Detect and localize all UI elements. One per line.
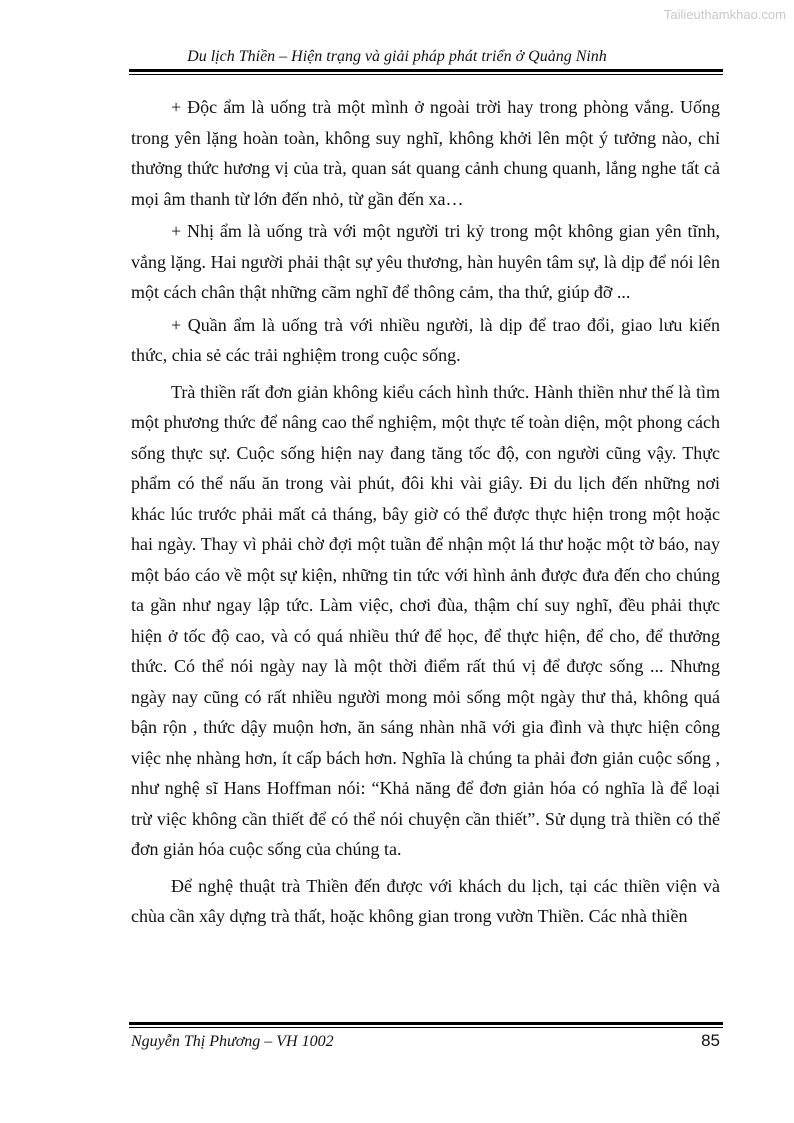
page-number: 85	[701, 1031, 720, 1050]
paragraph-nhi-am: + Nhị ẩm là uống trà với một người tri kỷ trong một không gian yên tĩnh, vắng lặng. Hai người phải thật sự yêu thương, hàn huyên tâm sự, là dịp để nói lên một cách chân thật những cãm nghĩ để thông cảm, tha thứ, giúp đỡ ...	[131, 221, 720, 302]
header-rule	[129, 69, 723, 75]
paragraph-tra-thien: Trà thiền rất đơn giản không kiểu cách hình thức. Hành thiền như thế là tìm một phương thức để nâng cao thể nghiệm, một thực tế toàn diện, một phong cách sống thực sự. Cuộc sống hiện nay đang tăng tốc độ, con người cũng vậy. Thực phẩm có thể nấu ăn trong vài phút, đôi khi vài giây. Đi du lịch đến những nơi khác lúc trước phải mất cả tháng, bây giờ có thể được thực hiện trong một hoặc hai ngày. Thay vì phải chờ đợi một tuần để nhận một lá thư hoặc một tờ báo, nay một báo cáo về một sự kiện, những tin tức với hình ảnh được đưa đến cho chúng ta gần như ngay lập tức. Làm việc, chơi đùa, thậm chí suy nghĩ, đều phải thực hiện ở tốc độ cao, và có quá nhiều thứ để học, để thực hiện, để cho, để thưởng thức. Có thể nói ngày nay là một thời điểm rất thú vị để được sống ... Nhưng ngày nay cũng có rất nhiều người mong mỏi sống một ngày thư thả, không quá bận rộn , thức dậy muộn hơn, ăn sáng nhàn nhã với gia đình và thực hiện công việc nhẹ nhàng hơn, ít cấp bách hơn. Nghĩa là chúng ta phải đơn giản cuộc sống , như nghệ sĩ Hans Hoffman nói: “Khả năng để đơn giản hóa có nghĩa là để loại trừ việc không cần thiết để có thể nói chuyện cần thiết”. Sử dụng trà thiền có thể đơn giản hóa cuộc sống của chúng ta.	[131, 381, 720, 859]
footer-rule	[129, 1022, 723, 1028]
paragraph-nghe-thuat-tra-thien: Để nghệ thuật trà Thiền đến được với khách du lịch, tại các thiền viện và chùa cần xây dựng trà thất, hoặc không gian trong vườn Thiền. Các nhà thiền	[131, 875, 720, 926]
page-body	[131, 92, 720, 934]
paragraph-quan-am: + Quần ẩm là uống trà với nhiều người, là dịp để trao đổi, giao lưu kiến thức, chia sẻ các trải nghiệm trong cuộc sống.	[131, 314, 720, 365]
running-header-title: Du lịch Thiền – Hiện trạng và giải pháp phát triển ở Quảng Ninh	[187, 48, 607, 65]
paragraph-doc-am: + Độc ẩm là uống trà một mình ở ngoài trời hay trong phòng vắng. Uống trong yên lặng hoàn toàn, không suy nghĩ, không khởi lên một ý tưởng nào, chỉ thưởng thức hương vị của trà, quan sát quang cảnh chung quanh, lắng nghe tất cả mọi âm thanh từ lớn đến nhỏ, từ gần đến xa…	[131, 97, 720, 209]
watermark-text: Tailieuthamkhao.com	[663, 7, 786, 22]
footer-author: Nguyễn Thị Phương – VH 1002	[131, 1033, 334, 1050]
